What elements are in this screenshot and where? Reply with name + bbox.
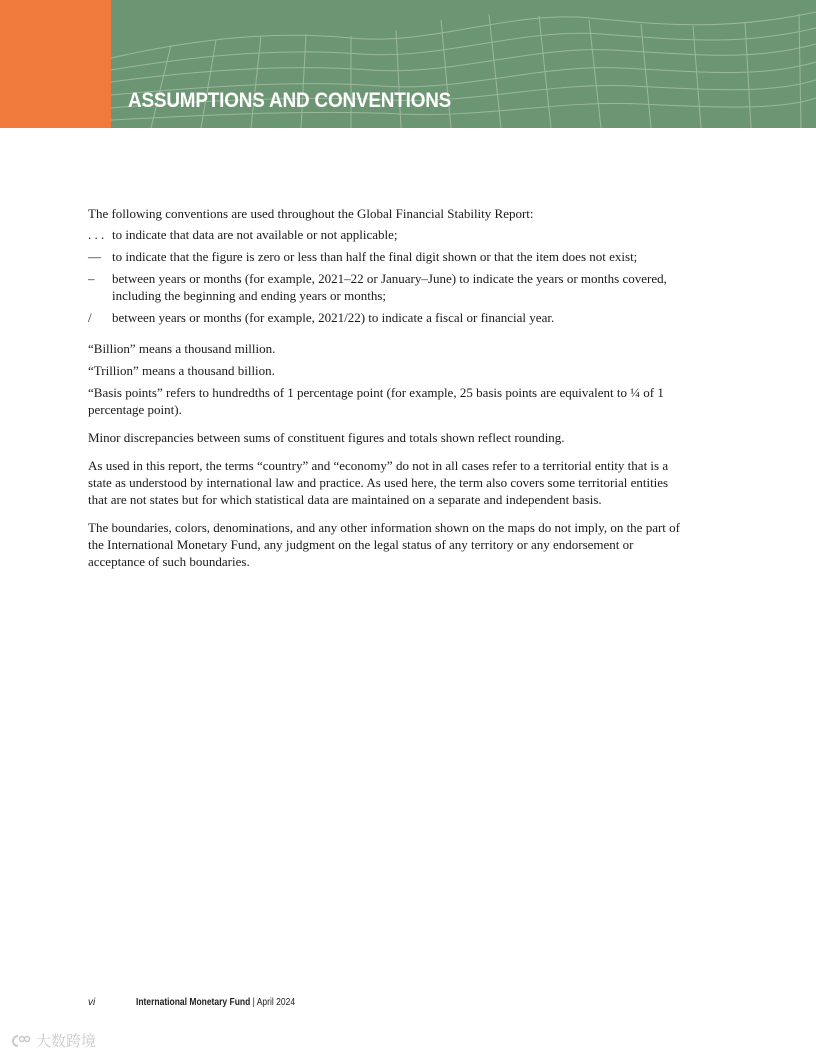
- watermark-logo-icon: [10, 1033, 32, 1049]
- watermark: [10, 1030, 96, 1051]
- basis-points-definition: “Basis points” refers to hundredths of 1 percentage point (for example, 25 basis points are equivalent to ¼ of 1 percentage point).: [88, 385, 664, 417]
- page-header: [0, 0, 816, 128]
- boundaries-paragraph: The boundaries, colors, denominations, and any other information shown on the maps do not imply, on the part of the International Monetary Fund, any judgment on the legal status of any territory or any endorsement or acceptance of such boundaries.: [88, 520, 680, 569]
- intro-paragraph: The following conventions are used throughout the Global Financial Stability Report:: [88, 206, 534, 221]
- page-title: ASSUMPTIONS AND CONVENTIONS: [128, 89, 452, 112]
- watermark-text: 大数跨境: [36, 1032, 97, 1050]
- footer-organization: International Monetary Fund: [136, 997, 251, 1008]
- convention-text: to indicate that data are not available or not applicable;: [112, 227, 398, 242]
- publication-info: [136, 997, 295, 1008]
- convention-symbol: . . .: [88, 227, 105, 242]
- convention-item: [88, 270, 688, 304]
- convention-symbol: –: [88, 271, 95, 286]
- country-economy-paragraph: As used in this report, the terms “country” and “economy” do not in all cases refer to a territorial entity that is a state as understood by international law and practice. As used here, the term also covers some territorial entities that are not states but for which statistical data are maintained on a separate and independent basis.: [88, 458, 669, 507]
- convention-text: between years or months (for example, 2021/22) to indicate a fiscal or financial year.: [112, 310, 555, 325]
- convention-text: to indicate that the figure is zero or less than half the final digit shown or that the item does not exist;: [112, 249, 638, 264]
- trillion-definition: “Trillion” means a thousand billion.: [88, 363, 275, 378]
- main-content: [88, 205, 688, 570]
- rounding-paragraph: Minor discrepancies between sums of constituent figures and totals shown reflect rounding.: [88, 430, 565, 445]
- orange-accent-block: [0, 0, 111, 128]
- convention-item: [88, 309, 688, 326]
- page-number: vi: [88, 997, 96, 1008]
- footer-date: April 2024: [256, 997, 296, 1008]
- convention-item: [88, 226, 688, 243]
- convention-symbol: —: [88, 249, 101, 264]
- convention-text: between years or months (for example, 2021–22 or January–June) to indicate the years or months covered, including the beginning and ending years or months;: [112, 271, 667, 303]
- footer-separator: |: [252, 997, 255, 1008]
- convention-symbol: /: [88, 310, 92, 325]
- billion-definition: “Billion” means a thousand million.: [88, 341, 276, 356]
- convention-item: [88, 248, 688, 265]
